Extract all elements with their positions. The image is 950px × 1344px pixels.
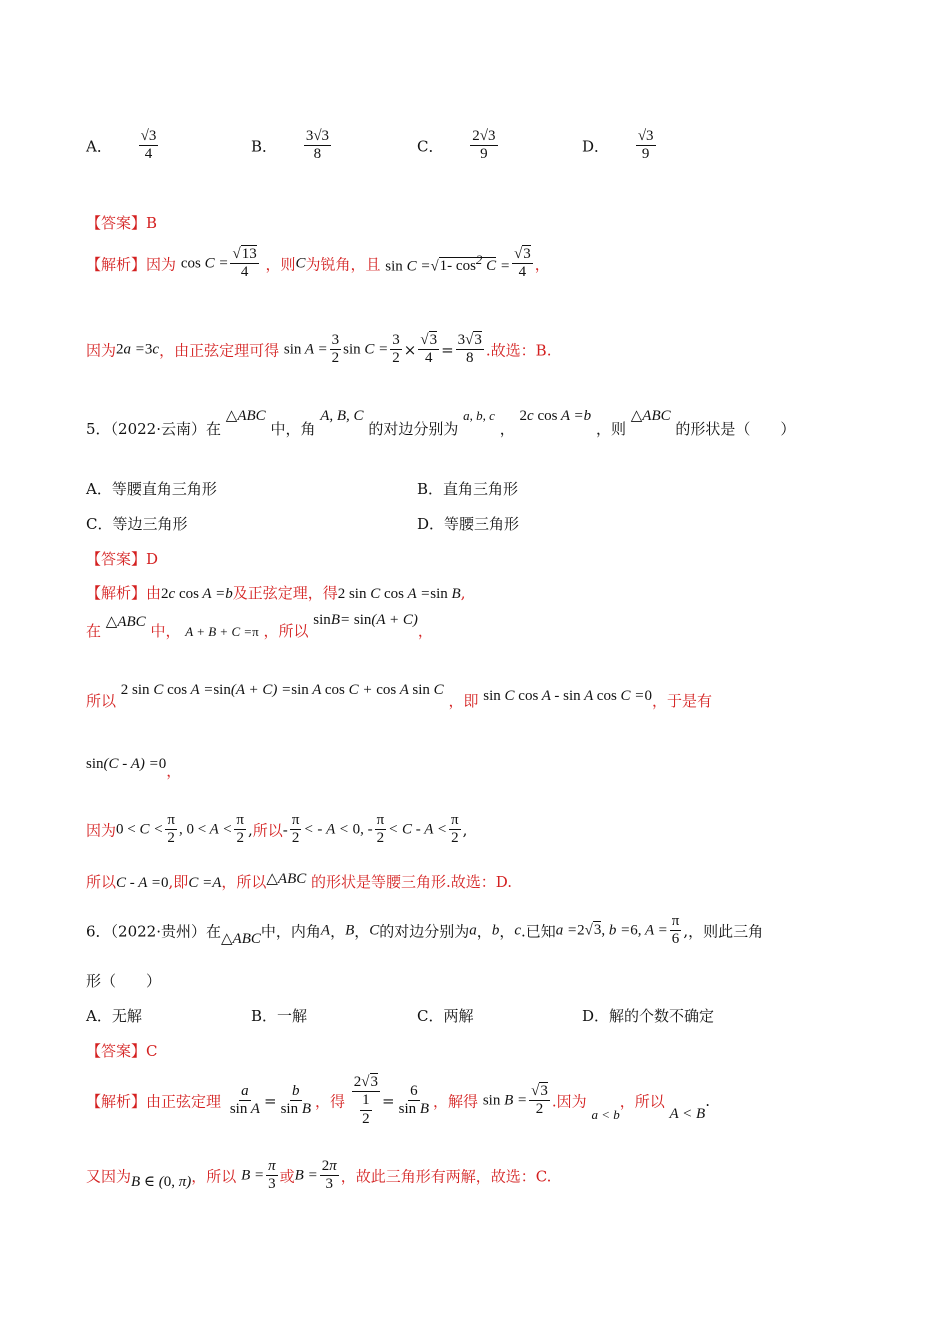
- text: ，: [417, 622, 433, 640]
- text: ，故此三角形有两解，故选：C.: [340, 1167, 552, 1186]
- q5-answer: 【答案】D: [86, 550, 159, 568]
- text: ,: [460, 584, 466, 602]
- text: 或: [279, 1167, 295, 1186]
- text: ，得: [315, 1092, 346, 1111]
- text: ，: [166, 762, 182, 780]
- q5-option-b: B．直角三角形: [417, 480, 519, 498]
- q4-answer: 【答案】B: [86, 214, 158, 232]
- text: .已知: [521, 922, 556, 941]
- text: 因为: [146, 255, 177, 274]
- analysis-label: 【解析】: [86, 255, 147, 274]
- text: ，即: [448, 692, 479, 710]
- q5-analysis-line1: 【解析】由2c cos A =b及正弦定理，得2 sin C cos A =sin B,: [86, 584, 466, 602]
- text: ，: [534, 255, 550, 274]
- q6-option-a: A．无解: [86, 1007, 142, 1025]
- option-num: 2√3: [470, 128, 497, 146]
- q6-option-d: D．解的个数不确定: [582, 1007, 715, 1025]
- text: 6．（2022·贵州）在: [86, 922, 221, 941]
- text: 中，: [150, 622, 181, 640]
- option-letter: D．: [582, 137, 610, 156]
- text: 所以: [86, 692, 117, 710]
- q6-stem: 6．（2022·贵州）在△ABC中，内角A，B，C的对边分别为a，b，c.已知a =2√3, b =6, A = $\frac{\pi}{6}$ ,，则此三角: [86, 913, 764, 948]
- text: ，所以: [221, 873, 267, 891]
- text: 因为: [86, 341, 117, 360]
- q4-option-d: [582, 128, 658, 164]
- text: 的对边分别为: [379, 922, 470, 941]
- option-den: 9: [480, 146, 488, 163]
- q4-option-b: [251, 128, 333, 164]
- analysis-label: 【解析】: [86, 1092, 147, 1111]
- option-den: 8: [313, 146, 322, 163]
- text: 因为: [86, 821, 117, 840]
- text: ，由正弦定理可得: [159, 341, 280, 360]
- text: ，则: [595, 420, 626, 438]
- text: ，则: [265, 255, 296, 274]
- text: 所以: [86, 873, 117, 891]
- text: ，所以: [263, 622, 309, 640]
- q4-option-c: [417, 128, 500, 164]
- text: 中，内角: [260, 922, 321, 941]
- q5-analysis-line5: 因为0 < C < $\frac{\pi}{2}$ , 0 < A < $\frac{\pi}{2}$ ,所以- $\frac{\pi}{2}$ < - A < 0, - $\frac{\pi}{2}$ < C - A < $\frac{\pi}{2}$ ,: [86, 812, 468, 847]
- q5-option-c: C．等边三角形: [86, 515, 188, 533]
- text: ，所以: [191, 1167, 237, 1186]
- text: 在: [86, 622, 102, 640]
- option-den: 4: [144, 146, 153, 163]
- text: 5．（2022·云南）在: [86, 420, 221, 438]
- text: 的对边分别为: [368, 420, 459, 438]
- option-num: √3: [139, 128, 159, 146]
- q4-option-a: [86, 128, 160, 164]
- q4-analysis-line1: 【解析】因为 cos C = $\frac{√13}{4}$ ，则C为锐角，且 sin C =√1- $\cos^2 C$ = $\frac{√3}{4}$ ，: [86, 246, 550, 281]
- text: .故选：B.: [485, 341, 552, 360]
- option-letter: B．: [251, 137, 278, 156]
- q6-answer: 【答案】C: [86, 1042, 158, 1060]
- option-num: 3√3: [304, 128, 331, 146]
- q6-stem-cont: 形（ ）: [86, 972, 162, 990]
- analysis-label: 【解析】: [86, 584, 147, 602]
- text: 中，角: [270, 420, 316, 438]
- text: ，解得: [433, 1092, 479, 1111]
- option-den: 9: [641, 146, 650, 163]
- text: ，: [499, 420, 515, 438]
- text: 的形状是（ ）: [675, 420, 796, 438]
- option-num: √3: [636, 128, 656, 146]
- q5-option-a: A．等腰直角三角形: [86, 480, 217, 498]
- text: ，则此三角: [688, 922, 764, 941]
- text: 即: [173, 873, 189, 891]
- q6-option-c: C．两解: [417, 1007, 474, 1025]
- q5-option-d: D．等腰三角形: [417, 515, 520, 533]
- q4-analysis-line2: 因为2a =3c，由正弦定理可得 sin A = $\frac{3}{2}$ sin C = $\frac{3}{2}$ × $\frac{√3}{4}$ = $\frac{3√3}{8}$ .故选：B.: [86, 332, 552, 367]
- text: .: [705, 1091, 710, 1110]
- text: 所以: [252, 821, 283, 840]
- q5-analysis-line3: 所以 2 sin C cos A =sin(A + C) =sin A cos C + cos A sin C ，即 sin C cos A - sin A cos C =0，于是有: [86, 682, 712, 710]
- text: ，于是有: [651, 692, 712, 710]
- option-letter: A．: [86, 137, 112, 156]
- q5-stem: 5．（2022·云南）在 △ABC 中，角 A, B, C 的对边分别为 a, b, c ， 2c cos A =b ，则 △ABC 的形状是（ ）: [86, 408, 796, 438]
- text: 的形状是等腰三角形.故选：D.: [311, 873, 513, 891]
- q5-analysis-line6: 所以C - A =0,即C =A，所以△ABC 的形状是等腰三角形.故选：D.: [86, 871, 513, 891]
- text: 为锐角，且: [305, 255, 381, 274]
- q5-analysis-line2: 在 △ABC 中， A + B + C =π ，所以 sinB= sin(A + C)，: [86, 612, 433, 640]
- q6-analysis-line1: 【解析】由正弦定理 $\frac{a}{\text{sin A}}$ = $\frac{b}{\text{sin B}}$ ，得 $\frac{2√3}{\frac{1}{2}}$ = $\frac{6}{\text{sin B}}$ ，解得 sin B = $\frac{√3}{2}$ .因为 a < b，所以 A < B.: [86, 1074, 710, 1127]
- text: .因为: [551, 1092, 587, 1111]
- text: 由正弦定理: [146, 1092, 222, 1111]
- text: 由: [146, 584, 162, 602]
- text: 又因为: [86, 1167, 132, 1186]
- option-letter: C．: [417, 137, 444, 156]
- text: 及正弦定理，得: [232, 584, 338, 602]
- q6-analysis-line2: 又因为B ∈ (0, π)，所以 B = $\frac{\pi}{3}$ 或B = $\frac{2\pi}{3}$ ，故此三角形有两解，故选：C.: [86, 1158, 552, 1193]
- q5-analysis-line4: sin(C - A) =0，: [86, 756, 182, 780]
- text: ，所以: [619, 1092, 665, 1111]
- q6-option-b: B．一解: [251, 1007, 308, 1025]
